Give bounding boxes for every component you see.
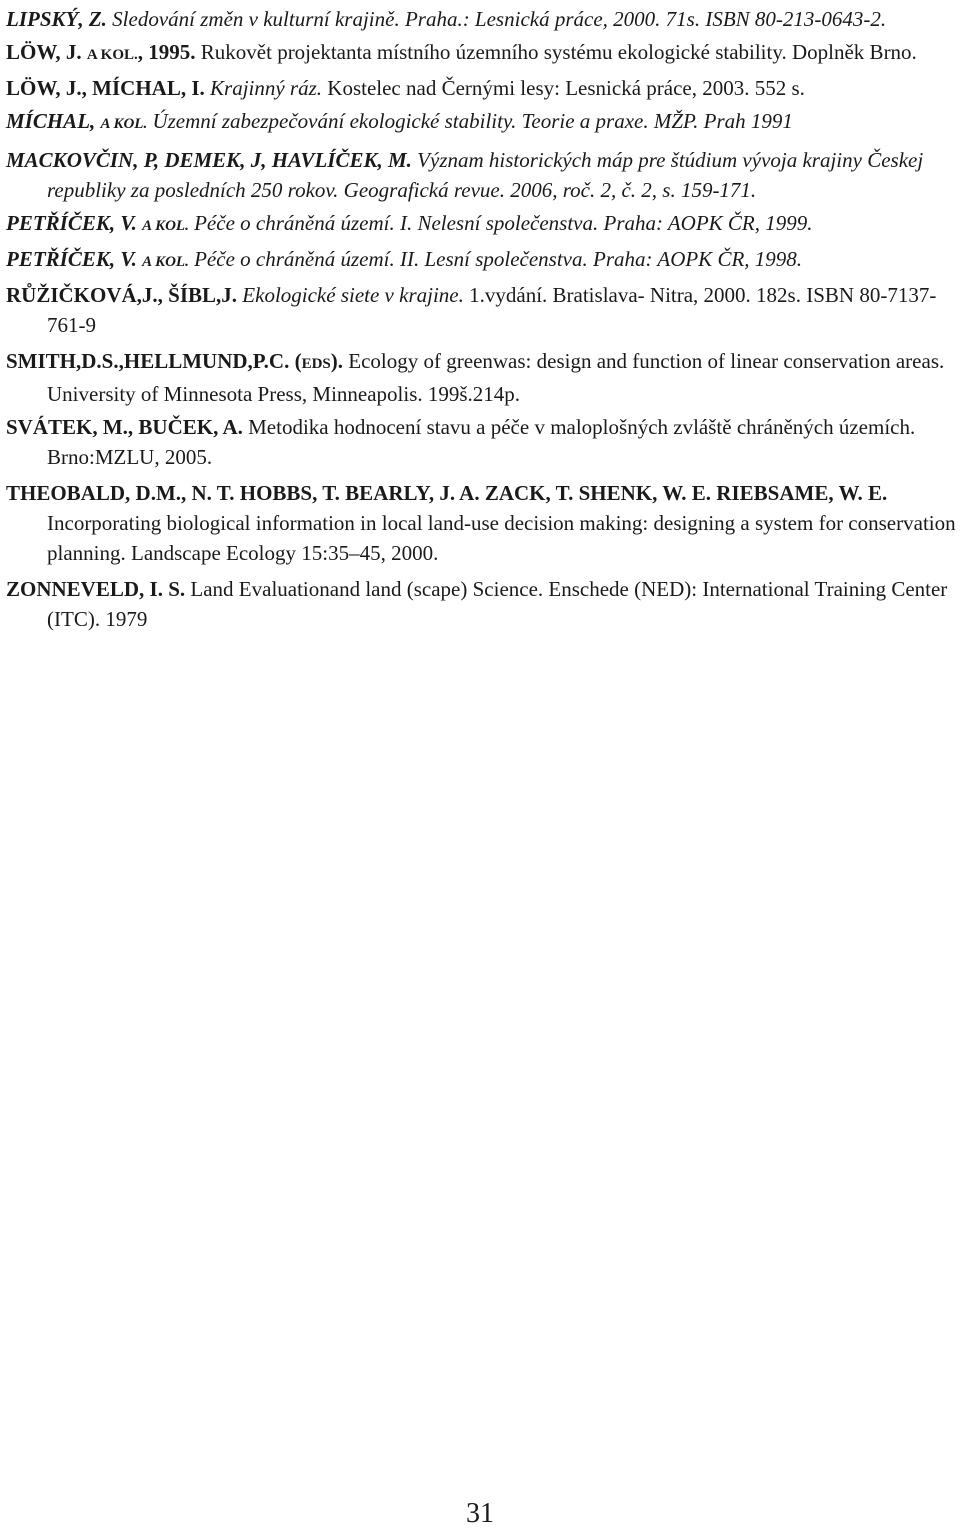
reference-authors-kol: A KOL.	[100, 116, 148, 132]
reference-title: Ekologické siete v krajine.	[237, 283, 464, 307]
reference-authors: LÖW, J.	[6, 40, 87, 64]
reference-authors: ZONNEVELD, I. S.	[6, 577, 186, 601]
reference-details: Péče o chráněná území. II. Lesní společenstva. Praha: AOPK ČR, 1998.	[188, 247, 803, 271]
page-number: 31	[466, 1498, 494, 1529]
reference-authors-kol: A KOL.	[86, 47, 138, 63]
reference-details: Incorporating biological information in local land-use decision making: designing a system for conservation planning. Landscape Ecology 15:35–45, 2000.	[47, 511, 956, 565]
reference-details: Kostelec nad Černými lesy: Lesnická práce, 2003. 552 s.	[322, 76, 805, 100]
reference-authors: SVÁTEK, M., BUČEK, A.	[6, 415, 243, 439]
reference-entry	[6, 145, 956, 205]
reference-entry	[6, 106, 956, 139]
reference-authors-eds: EDS	[301, 356, 331, 372]
reference-authors-kol: A KOL.	[142, 218, 189, 234]
reference-year: , 1995.	[137, 40, 196, 64]
reference-entry	[6, 478, 956, 568]
reference-details: 1.vydání. Bratislava- Nitra, 2000. 182s. ISBN 80-7137-761-9	[47, 283, 937, 337]
reference-authors-kol: A KOL.	[142, 254, 189, 270]
reference-details: Metodika hodnocení stavu a péče v maloplošných zvláště chráněných územích. Brno:MZLU, 2005.	[47, 415, 916, 469]
reference-details: Sledování změn v kulturní krajině. Praha.: Lesnická práce, 2000. 71s. ISBN 80-213-0643-2.	[106, 7, 887, 31]
reference-authors: MÍCHAL,	[6, 109, 101, 133]
reference-entry	[6, 37, 956, 70]
reference-entry	[6, 208, 956, 241]
reference-authors: LIPSKÝ, Z.	[6, 7, 107, 31]
reference-details: Význam historických máp pre štúdium vývoja krajiny Českej republiky za posledních 250 rokov. Geografická revue. 2006, roč. 2, č. 2, s. 159-171.	[47, 148, 924, 202]
reference-entry	[6, 412, 956, 472]
reference-entry	[6, 280, 956, 340]
reference-authors: RŮŽIČKOVÁ,J., ŠÍBL,J.	[6, 283, 238, 307]
reference-details: Ecology of greenwas: design and function of linear conservation areas. University of Minnesota Press, Minneapolis. 199š.214p.	[47, 349, 945, 406]
reference-entry	[6, 244, 956, 277]
reference-title: Krajinný ráz.	[204, 76, 323, 100]
reference-details: Péče o chráněná území. I. Nelesní společenstva. Praha: AOPK ČR, 1999.	[188, 211, 813, 235]
reference-authors: PETŘÍČEK, V.	[6, 247, 143, 271]
reference-details: Územní zabezpečování ekologické stability. Teorie a praxe. MŽP. Prah 1991	[147, 109, 793, 133]
reference-authors: LÖW, J., MÍCHAL, I.	[6, 76, 205, 100]
reference-details: Rukovět projektanta místního územního systému ekologické stability. Doplněk Brno.	[195, 40, 917, 64]
reference-authors: MACKOVČIN, P, DEMEK, J, HAVLÍČEK, M.	[6, 148, 412, 172]
reference-entry	[6, 574, 956, 634]
reference-authors: PETŘÍČEK, V.	[6, 211, 143, 235]
reference-details: Land Evaluationand land (scape) Science. Enschede (NED): International Training Center (ITC). 1979	[47, 577, 948, 631]
reference-list	[6, 4, 956, 637]
reference-entry	[6, 346, 956, 409]
reference-authors: THEOBALD, D.M., N. T. HOBBS, T. BEARLY, J. A. ZACK, T. SHENK, W. E. RIEBSAME, W. E.	[6, 481, 888, 505]
reference-authors-end: ).	[330, 349, 344, 373]
reference-entry	[6, 4, 956, 34]
reference-authors: SMITH,D.S.,HELLMUND,P.C. (	[6, 349, 302, 373]
reference-entry	[6, 73, 956, 103]
